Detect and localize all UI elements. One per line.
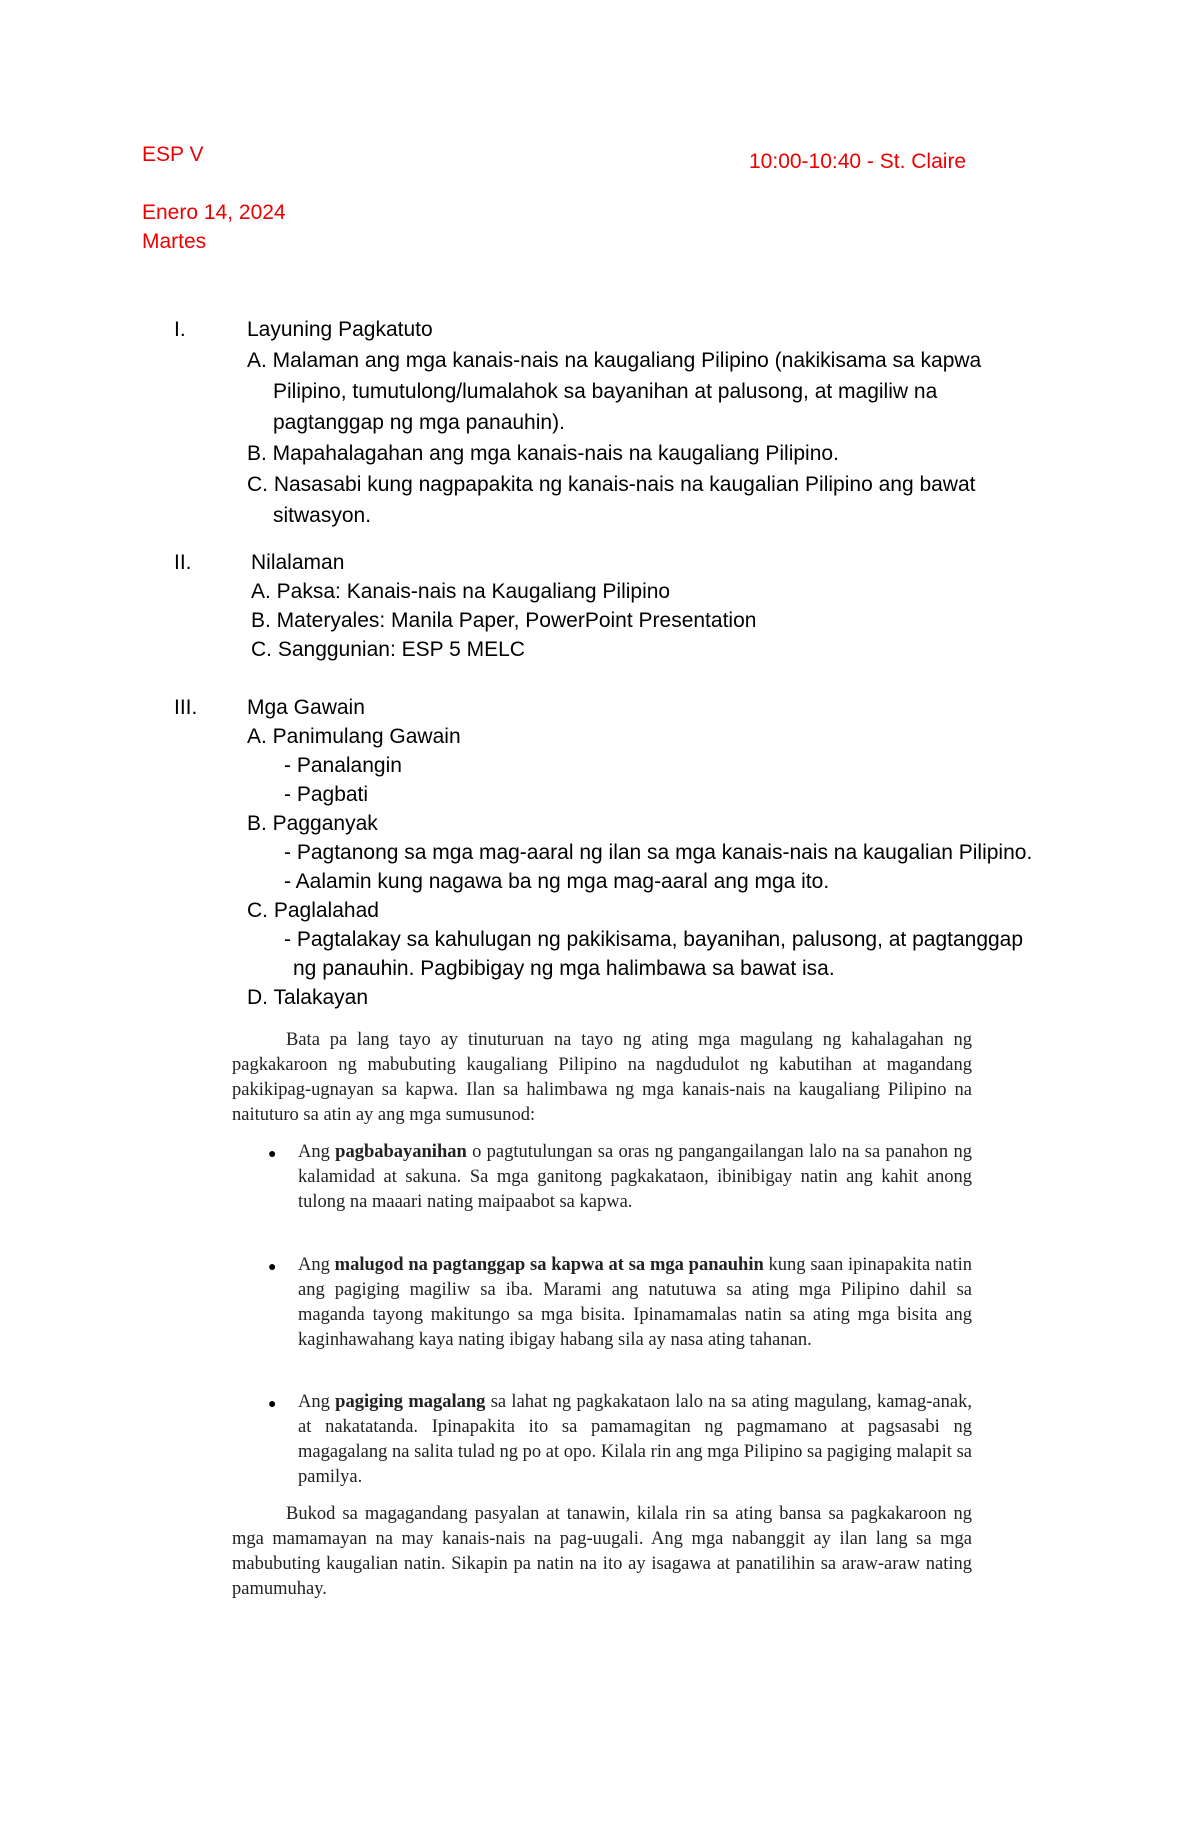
subject-label: ESP V — [142, 143, 204, 166]
content-reference: C. Sanggunian: ESP 5 MELC — [251, 638, 525, 661]
bullet-text: kung saan ipinapakita natin ang pagiging magiliw sa iba. Marami ang natutuwa sa ating mga Pilipino dahil sa maganda tayong makitungo sa mga bisita. Ipinamamalas natin sa ating mga bisita ang kaginhawahang kaya nating ibigay habang sila ay nasa ating tahanan. — [298, 1255, 972, 1350]
bullet-icon: ● — [268, 1145, 277, 1161]
section-title: Nilalaman — [251, 551, 345, 574]
content-topic: A. Paksa: Kanais-nais na Kaugaliang Pilipino — [251, 580, 671, 603]
content-materials: B. Materyales: Manila Paper, PowerPoint Presentation — [251, 609, 757, 632]
bullet-icon: ● — [268, 1258, 277, 1274]
activity-b: B. Pagganyak — [247, 812, 378, 835]
schedule-label: 10:00-10:40 - St. Claire — [749, 150, 967, 173]
bullet-icon: ● — [268, 1395, 277, 1411]
reading-intro: Bata pa lang tayo ay tinuturuan na tayo ng ating mga magulang ng kahalagahan ng pagkakaroon ng mabubuting kaugaliang Pilipino na nagdudulot ng kabutihan at magandang pakikipag-ugnayan sa kapwa. Ilan sa halimbawa ng mga kanais-nais na kaugaliang Pilipino na naituturo sa atin ay ang mga sumusunod: — [232, 1030, 972, 1125]
objective-b: B. Mapahalagahan ang mga kanais-nais na kaugaliang Pilipino. — [247, 442, 839, 465]
day-label: Martes — [142, 230, 207, 253]
activity-b-sub1: - Pagtanong sa mga mag-aaral ng ilan sa mga kanais-nais na kaugalian Pilipino. — [284, 841, 1033, 864]
reading-bullet-3 — [298, 1390, 972, 1490]
bullet-text: sa lahat ng pagkakataon lalo na sa ating magulang, kamag-anak, at nakatatanda. Ipinapakita ito sa pamamagitan ng pagmamano at pagsasabi ng magagalang na salita tulad ng po at opo. Kilala rin ang mga Pilipino sa pagiging malapit sa pamilya. — [298, 1392, 972, 1487]
section-numeral: I. — [174, 318, 186, 341]
activity-a: A. Panimulang Gawain — [247, 725, 461, 748]
reading-closing: Bukod sa magagandang pasyalan at tanawin, kilala rin sa ating bansa sa pagkakaroon ng mga mamamayan na may kanais-nais na pag-uugali. Ang mga nabanggit ay ilan lang sa mga mabubuting kaugalian natin. Sikapin pa natin na ito ay isagawa at panatilihin sa araw-araw nating pamumuhay. — [232, 1504, 972, 1599]
section-title: Layuning Pagkatuto — [247, 318, 433, 341]
reading-bullet-1 — [298, 1140, 972, 1215]
objective-c-line2: sitwasyon. — [273, 504, 372, 527]
bullet-prefix: Ang — [298, 1255, 335, 1275]
bullet-keyword: pagiging magalang — [335, 1392, 486, 1412]
bullet-keyword: pagbabayanihan — [335, 1142, 467, 1162]
objective-c-line1: C. Nasasabi kung nagpapakita ng kanais-nais na kaugalian Pilipino ang bawat — [247, 473, 976, 496]
bullet-prefix: Ang — [298, 1392, 336, 1412]
activity-b-sub2: - Aalamin kung nagawa ba ng mga mag-aaral ang mga ito. — [284, 870, 830, 893]
activity-c-sub2: ng panauhin. Pagbibigay ng mga halimbawa sa bawat isa. — [293, 957, 835, 980]
activity-c-sub1: - Pagtalakay sa kahulugan ng pakikisama, bayanihan, palusong, at pagtanggap — [284, 928, 1024, 951]
bullet-prefix: Ang — [298, 1142, 336, 1162]
objective-a-line2: Pilipino, tumutulong/lumalahok sa bayanihan at palusong, at magiliw na — [273, 380, 938, 403]
bullet-text: o pagtutulungan sa oras ng pangangailangan lalo na sa panahon ng kalamidad at sakuna. Sa mga ganitong pagkakataon, ibinibigay natin ang kahit anong tulong na maaari nating maipaabot sa kapwa. — [298, 1142, 972, 1212]
section-numeral: II. — [174, 551, 192, 574]
section-title: Mga Gawain — [247, 696, 365, 719]
activity-d: D. Talakayan — [247, 986, 369, 1009]
date-label: Enero 14, 2024 — [142, 201, 286, 224]
activity-c: C. Paglalahad — [247, 899, 379, 922]
section-numeral: III. — [174, 696, 198, 719]
objective-a-line1: A. Malaman ang mga kanais-nais na kaugaliang Pilipino (nakikisama sa kapwa — [247, 349, 982, 372]
activity-a-sub2: - Pagbati — [284, 783, 369, 806]
objective-a-line3: pagtanggap ng mga panauhin). — [273, 411, 565, 434]
activity-a-sub1: - Panalangin — [284, 754, 402, 777]
reading-bullet-2 — [298, 1253, 972, 1353]
bullet-keyword: malugod na pagtanggap sa kapwa at sa mga panauhin — [334, 1255, 764, 1275]
